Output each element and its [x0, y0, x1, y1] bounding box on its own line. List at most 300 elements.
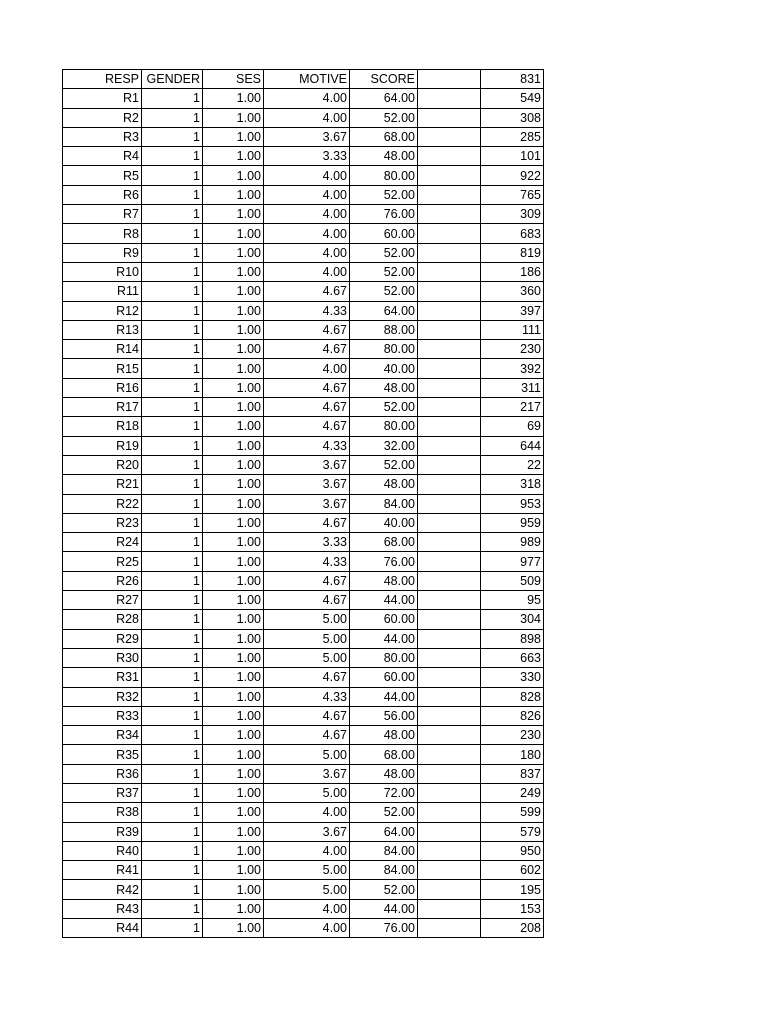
- table-cell-score[interactable]: 80.00: [350, 648, 418, 667]
- table-cell-extra[interactable]: 69: [481, 417, 544, 436]
- table-cell-gender[interactable]: 1: [142, 224, 203, 243]
- table-cell-extra[interactable]: 311: [481, 378, 544, 397]
- table-cell-resp[interactable]: R9: [63, 243, 142, 262]
- table-cell-motive[interactable]: 3.33: [264, 147, 350, 166]
- table-cell-blank[interactable]: [418, 745, 481, 764]
- table-cell-blank[interactable]: [418, 899, 481, 918]
- table-cell-score[interactable]: 60.00: [350, 610, 418, 629]
- table-cell-ses[interactable]: 1.00: [203, 783, 264, 802]
- table-cell-ses[interactable]: 1.00: [203, 282, 264, 301]
- table-cell-score[interactable]: 60.00: [350, 668, 418, 687]
- table-cell-motive[interactable]: 4.00: [264, 108, 350, 127]
- table-cell-score[interactable]: 44.00: [350, 687, 418, 706]
- table-cell-gender[interactable]: 1: [142, 436, 203, 455]
- table-cell-resp[interactable]: R15: [63, 359, 142, 378]
- table-cell-gender[interactable]: 1: [142, 282, 203, 301]
- table-cell-score[interactable]: 48.00: [350, 764, 418, 783]
- table-cell-blank[interactable]: [418, 108, 481, 127]
- table-cell-gender[interactable]: 1: [142, 629, 203, 648]
- table-cell-gender[interactable]: 1: [142, 89, 203, 108]
- table-cell-score[interactable]: 80.00: [350, 417, 418, 436]
- table-cell-extra[interactable]: 180: [481, 745, 544, 764]
- table-cell-ses[interactable]: 1.00: [203, 726, 264, 745]
- table-cell-extra[interactable]: 828: [481, 687, 544, 706]
- table-cell-motive[interactable]: 3.33: [264, 533, 350, 552]
- table-cell-extra[interactable]: 308: [481, 108, 544, 127]
- table-cell-extra[interactable]: 663: [481, 648, 544, 667]
- table-cell-score[interactable]: 40.00: [350, 359, 418, 378]
- table-cell-ses[interactable]: 1.00: [203, 629, 264, 648]
- header-cell-ses[interactable]: SES: [203, 70, 264, 89]
- table-cell-resp[interactable]: R34: [63, 726, 142, 745]
- table-cell-extra[interactable]: 95: [481, 591, 544, 610]
- table-cell-resp[interactable]: R11: [63, 282, 142, 301]
- table-cell-score[interactable]: 44.00: [350, 899, 418, 918]
- table-cell-extra[interactable]: 111: [481, 320, 544, 339]
- table-cell-motive[interactable]: 3.67: [264, 764, 350, 783]
- table-cell-resp[interactable]: R31: [63, 668, 142, 687]
- table-cell-gender[interactable]: 1: [142, 783, 203, 802]
- table-cell-score[interactable]: 52.00: [350, 880, 418, 899]
- table-cell-ses[interactable]: 1.00: [203, 89, 264, 108]
- table-cell-extra[interactable]: 549: [481, 89, 544, 108]
- table-cell-resp[interactable]: R3: [63, 127, 142, 146]
- header-cell-blank[interactable]: [418, 70, 481, 89]
- table-cell-motive[interactable]: 4.00: [264, 262, 350, 281]
- table-cell-ses[interactable]: 1.00: [203, 880, 264, 899]
- table-cell-motive[interactable]: 5.00: [264, 745, 350, 764]
- table-cell-ses[interactable]: 1.00: [203, 919, 264, 938]
- table-cell-ses[interactable]: 1.00: [203, 591, 264, 610]
- table-cell-score[interactable]: 52.00: [350, 108, 418, 127]
- table-cell-ses[interactable]: 1.00: [203, 841, 264, 860]
- table-cell-extra[interactable]: 837: [481, 764, 544, 783]
- table-cell-blank[interactable]: [418, 127, 481, 146]
- table-cell-extra[interactable]: 230: [481, 726, 544, 745]
- table-cell-extra[interactable]: 602: [481, 861, 544, 880]
- table-cell-motive[interactable]: 4.33: [264, 687, 350, 706]
- table-cell-score[interactable]: 72.00: [350, 783, 418, 802]
- table-cell-resp[interactable]: R1: [63, 89, 142, 108]
- table-cell-gender[interactable]: 1: [142, 455, 203, 474]
- table-cell-extra[interactable]: 22: [481, 455, 544, 474]
- table-cell-gender[interactable]: 1: [142, 340, 203, 359]
- table-cell-extra[interactable]: 922: [481, 166, 544, 185]
- table-cell-motive[interactable]: 5.00: [264, 861, 350, 880]
- table-cell-extra[interactable]: 819: [481, 243, 544, 262]
- table-cell-score[interactable]: 52.00: [350, 243, 418, 262]
- table-cell-gender[interactable]: 1: [142, 841, 203, 860]
- table-cell-extra[interactable]: 195: [481, 880, 544, 899]
- table-cell-blank[interactable]: [418, 494, 481, 513]
- table-cell-ses[interactable]: 1.00: [203, 494, 264, 513]
- table-cell-extra[interactable]: 959: [481, 513, 544, 532]
- table-cell-gender[interactable]: 1: [142, 706, 203, 725]
- table-cell-blank[interactable]: [418, 726, 481, 745]
- table-cell-blank[interactable]: [418, 243, 481, 262]
- table-cell-ses[interactable]: 1.00: [203, 513, 264, 532]
- table-cell-ses[interactable]: 1.00: [203, 320, 264, 339]
- table-cell-resp[interactable]: R4: [63, 147, 142, 166]
- table-cell-motive[interactable]: 4.00: [264, 243, 350, 262]
- table-cell-blank[interactable]: [418, 687, 481, 706]
- table-cell-score[interactable]: 52.00: [350, 455, 418, 474]
- table-cell-blank[interactable]: [418, 629, 481, 648]
- table-cell-resp[interactable]: R36: [63, 764, 142, 783]
- table-cell-blank[interactable]: [418, 224, 481, 243]
- table-cell-gender[interactable]: 1: [142, 726, 203, 745]
- table-cell-resp[interactable]: R7: [63, 205, 142, 224]
- table-cell-motive[interactable]: 3.67: [264, 127, 350, 146]
- table-cell-extra[interactable]: 285: [481, 127, 544, 146]
- table-cell-ses[interactable]: 1.00: [203, 552, 264, 571]
- table-cell-motive[interactable]: 4.67: [264, 417, 350, 436]
- table-cell-resp[interactable]: R33: [63, 706, 142, 725]
- table-cell-ses[interactable]: 1.00: [203, 803, 264, 822]
- table-cell-motive[interactable]: 4.67: [264, 591, 350, 610]
- table-cell-resp[interactable]: R16: [63, 378, 142, 397]
- table-cell-motive[interactable]: 4.67: [264, 282, 350, 301]
- table-cell-motive[interactable]: 4.00: [264, 899, 350, 918]
- table-cell-extra[interactable]: 599: [481, 803, 544, 822]
- table-cell-gender[interactable]: 1: [142, 301, 203, 320]
- table-cell-gender[interactable]: 1: [142, 417, 203, 436]
- table-cell-blank[interactable]: [418, 475, 481, 494]
- table-cell-gender[interactable]: 1: [142, 764, 203, 783]
- header-cell-motive[interactable]: MOTIVE: [264, 70, 350, 89]
- table-cell-score[interactable]: 48.00: [350, 378, 418, 397]
- table-cell-resp[interactable]: R28: [63, 610, 142, 629]
- table-cell-resp[interactable]: R5: [63, 166, 142, 185]
- table-cell-score[interactable]: 64.00: [350, 301, 418, 320]
- table-cell-ses[interactable]: 1.00: [203, 224, 264, 243]
- header-cell-score[interactable]: SCORE: [350, 70, 418, 89]
- table-cell-motive[interactable]: 4.67: [264, 513, 350, 532]
- table-cell-motive[interactable]: 4.67: [264, 706, 350, 725]
- table-cell-blank[interactable]: [418, 185, 481, 204]
- table-cell-gender[interactable]: 1: [142, 919, 203, 938]
- header-cell-extra[interactable]: 831: [481, 70, 544, 89]
- table-cell-blank[interactable]: [418, 378, 481, 397]
- table-cell-motive[interactable]: 4.67: [264, 571, 350, 590]
- table-cell-gender[interactable]: 1: [142, 320, 203, 339]
- table-cell-resp[interactable]: R30: [63, 648, 142, 667]
- table-cell-gender[interactable]: 1: [142, 475, 203, 494]
- table-cell-resp[interactable]: R2: [63, 108, 142, 127]
- table-cell-score[interactable]: 76.00: [350, 552, 418, 571]
- table-cell-resp[interactable]: R25: [63, 552, 142, 571]
- table-cell-blank[interactable]: [418, 610, 481, 629]
- table-cell-ses[interactable]: 1.00: [203, 706, 264, 725]
- table-cell-score[interactable]: 64.00: [350, 89, 418, 108]
- table-cell-motive[interactable]: 4.67: [264, 398, 350, 417]
- table-cell-blank[interactable]: [418, 340, 481, 359]
- table-cell-blank[interactable]: [418, 301, 481, 320]
- table-cell-resp[interactable]: R42: [63, 880, 142, 899]
- table-cell-resp[interactable]: R12: [63, 301, 142, 320]
- table-cell-gender[interactable]: 1: [142, 591, 203, 610]
- table-cell-score[interactable]: 68.00: [350, 533, 418, 552]
- table-cell-resp[interactable]: R20: [63, 455, 142, 474]
- table-cell-motive[interactable]: 4.67: [264, 340, 350, 359]
- table-cell-resp[interactable]: R29: [63, 629, 142, 648]
- table-cell-motive[interactable]: 4.00: [264, 185, 350, 204]
- table-cell-score[interactable]: 84.00: [350, 494, 418, 513]
- table-cell-blank[interactable]: [418, 841, 481, 860]
- table-cell-extra[interactable]: 230: [481, 340, 544, 359]
- table-cell-gender[interactable]: 1: [142, 513, 203, 532]
- table-cell-score[interactable]: 56.00: [350, 706, 418, 725]
- table-cell-blank[interactable]: [418, 359, 481, 378]
- table-cell-motive[interactable]: 4.00: [264, 919, 350, 938]
- table-cell-blank[interactable]: [418, 880, 481, 899]
- table-cell-extra[interactable]: 579: [481, 822, 544, 841]
- table-cell-ses[interactable]: 1.00: [203, 205, 264, 224]
- table-cell-blank[interactable]: [418, 282, 481, 301]
- table-cell-gender[interactable]: 1: [142, 147, 203, 166]
- table-cell-extra[interactable]: 826: [481, 706, 544, 725]
- table-cell-ses[interactable]: 1.00: [203, 764, 264, 783]
- table-cell-score[interactable]: 68.00: [350, 127, 418, 146]
- table-cell-blank[interactable]: [418, 262, 481, 281]
- table-cell-blank[interactable]: [418, 571, 481, 590]
- table-cell-score[interactable]: 60.00: [350, 224, 418, 243]
- table-cell-extra[interactable]: 304: [481, 610, 544, 629]
- table-cell-score[interactable]: 76.00: [350, 205, 418, 224]
- table-cell-blank[interactable]: [418, 147, 481, 166]
- table-cell-ses[interactable]: 1.00: [203, 455, 264, 474]
- table-cell-motive[interactable]: 5.00: [264, 648, 350, 667]
- table-cell-gender[interactable]: 1: [142, 262, 203, 281]
- table-cell-motive[interactable]: 4.67: [264, 726, 350, 745]
- table-cell-motive[interactable]: 3.67: [264, 822, 350, 841]
- table-cell-ses[interactable]: 1.00: [203, 745, 264, 764]
- table-cell-gender[interactable]: 1: [142, 378, 203, 397]
- table-cell-resp[interactable]: R35: [63, 745, 142, 764]
- table-cell-gender[interactable]: 1: [142, 205, 203, 224]
- table-cell-resp[interactable]: R43: [63, 899, 142, 918]
- table-cell-motive[interactable]: 5.00: [264, 610, 350, 629]
- table-cell-score[interactable]: 40.00: [350, 513, 418, 532]
- table-cell-resp[interactable]: R24: [63, 533, 142, 552]
- table-cell-extra[interactable]: 309: [481, 205, 544, 224]
- table-cell-motive[interactable]: 4.00: [264, 224, 350, 243]
- table-cell-resp[interactable]: R23: [63, 513, 142, 532]
- table-cell-extra[interactable]: 217: [481, 398, 544, 417]
- table-cell-gender[interactable]: 1: [142, 745, 203, 764]
- table-cell-score[interactable]: 52.00: [350, 185, 418, 204]
- table-cell-score[interactable]: 48.00: [350, 571, 418, 590]
- table-cell-motive[interactable]: 4.33: [264, 436, 350, 455]
- table-cell-extra[interactable]: 765: [481, 185, 544, 204]
- table-cell-motive[interactable]: 4.00: [264, 803, 350, 822]
- table-cell-blank[interactable]: [418, 648, 481, 667]
- table-cell-blank[interactable]: [418, 919, 481, 938]
- table-cell-score[interactable]: 52.00: [350, 262, 418, 281]
- table-cell-ses[interactable]: 1.00: [203, 359, 264, 378]
- table-cell-motive[interactable]: 3.67: [264, 494, 350, 513]
- table-cell-extra[interactable]: 989: [481, 533, 544, 552]
- table-cell-gender[interactable]: 1: [142, 552, 203, 571]
- table-cell-ses[interactable]: 1.00: [203, 127, 264, 146]
- table-cell-resp[interactable]: R21: [63, 475, 142, 494]
- table-cell-gender[interactable]: 1: [142, 571, 203, 590]
- table-cell-score[interactable]: 52.00: [350, 803, 418, 822]
- table-cell-blank[interactable]: [418, 417, 481, 436]
- table-cell-resp[interactable]: R27: [63, 591, 142, 610]
- table-cell-gender[interactable]: 1: [142, 822, 203, 841]
- table-cell-score[interactable]: 84.00: [350, 861, 418, 880]
- table-cell-gender[interactable]: 1: [142, 108, 203, 127]
- table-cell-ses[interactable]: 1.00: [203, 687, 264, 706]
- table-cell-gender[interactable]: 1: [142, 127, 203, 146]
- table-cell-blank[interactable]: [418, 783, 481, 802]
- table-cell-gender[interactable]: 1: [142, 803, 203, 822]
- table-cell-gender[interactable]: 1: [142, 398, 203, 417]
- table-cell-blank[interactable]: [418, 455, 481, 474]
- table-cell-score[interactable]: 76.00: [350, 919, 418, 938]
- table-cell-ses[interactable]: 1.00: [203, 417, 264, 436]
- table-cell-resp[interactable]: R19: [63, 436, 142, 455]
- table-cell-blank[interactable]: [418, 591, 481, 610]
- table-cell-blank[interactable]: [418, 803, 481, 822]
- table-cell-ses[interactable]: 1.00: [203, 185, 264, 204]
- table-cell-motive[interactable]: 4.67: [264, 320, 350, 339]
- table-cell-gender[interactable]: 1: [142, 359, 203, 378]
- table-cell-gender[interactable]: 1: [142, 648, 203, 667]
- table-cell-ses[interactable]: 1.00: [203, 166, 264, 185]
- table-cell-gender[interactable]: 1: [142, 610, 203, 629]
- table-cell-extra[interactable]: 509: [481, 571, 544, 590]
- table-cell-resp[interactable]: R41: [63, 861, 142, 880]
- table-cell-resp[interactable]: R26: [63, 571, 142, 590]
- table-cell-extra[interactable]: 101: [481, 147, 544, 166]
- table-cell-extra[interactable]: 360: [481, 282, 544, 301]
- table-cell-motive[interactable]: 4.67: [264, 378, 350, 397]
- table-cell-extra[interactable]: 330: [481, 668, 544, 687]
- table-cell-ses[interactable]: 1.00: [203, 340, 264, 359]
- table-cell-blank[interactable]: [418, 822, 481, 841]
- table-cell-gender[interactable]: 1: [142, 494, 203, 513]
- table-cell-gender[interactable]: 1: [142, 880, 203, 899]
- table-cell-ses[interactable]: 1.00: [203, 301, 264, 320]
- table-cell-resp[interactable]: R8: [63, 224, 142, 243]
- table-cell-score[interactable]: 88.00: [350, 320, 418, 339]
- table-cell-extra[interactable]: 397: [481, 301, 544, 320]
- table-cell-motive[interactable]: 5.00: [264, 629, 350, 648]
- table-cell-resp[interactable]: R38: [63, 803, 142, 822]
- table-cell-motive[interactable]: 4.00: [264, 205, 350, 224]
- table-cell-ses[interactable]: 1.00: [203, 475, 264, 494]
- table-cell-motive[interactable]: 3.67: [264, 455, 350, 474]
- table-cell-score[interactable]: 68.00: [350, 745, 418, 764]
- table-cell-ses[interactable]: 1.00: [203, 378, 264, 397]
- table-cell-extra[interactable]: 683: [481, 224, 544, 243]
- table-cell-motive[interactable]: 4.00: [264, 166, 350, 185]
- table-cell-ses[interactable]: 1.00: [203, 147, 264, 166]
- table-cell-resp[interactable]: R39: [63, 822, 142, 841]
- table-cell-resp[interactable]: R44: [63, 919, 142, 938]
- table-cell-score[interactable]: 32.00: [350, 436, 418, 455]
- header-cell-resp[interactable]: RESP: [63, 70, 142, 89]
- table-cell-blank[interactable]: [418, 436, 481, 455]
- table-cell-extra[interactable]: 644: [481, 436, 544, 455]
- table-cell-motive[interactable]: 4.00: [264, 89, 350, 108]
- table-cell-score[interactable]: 44.00: [350, 591, 418, 610]
- table-cell-resp[interactable]: R6: [63, 185, 142, 204]
- table-cell-extra[interactable]: 898: [481, 629, 544, 648]
- table-cell-blank[interactable]: [418, 533, 481, 552]
- table-cell-motive[interactable]: 4.33: [264, 301, 350, 320]
- table-cell-score[interactable]: 80.00: [350, 340, 418, 359]
- table-cell-blank[interactable]: [418, 668, 481, 687]
- table-cell-score[interactable]: 80.00: [350, 166, 418, 185]
- table-cell-extra[interactable]: 208: [481, 919, 544, 938]
- table-cell-resp[interactable]: R13: [63, 320, 142, 339]
- table-cell-extra[interactable]: 186: [481, 262, 544, 281]
- table-cell-resp[interactable]: R37: [63, 783, 142, 802]
- table-cell-gender[interactable]: 1: [142, 899, 203, 918]
- table-cell-resp[interactable]: R17: [63, 398, 142, 417]
- table-cell-resp[interactable]: R32: [63, 687, 142, 706]
- table-cell-extra[interactable]: 392: [481, 359, 544, 378]
- table-cell-gender[interactable]: 1: [142, 243, 203, 262]
- table-cell-score[interactable]: 48.00: [350, 726, 418, 745]
- table-cell-resp[interactable]: R18: [63, 417, 142, 436]
- table-cell-score[interactable]: 48.00: [350, 475, 418, 494]
- table-cell-blank[interactable]: [418, 513, 481, 532]
- table-cell-score[interactable]: 84.00: [350, 841, 418, 860]
- table-cell-gender[interactable]: 1: [142, 185, 203, 204]
- table-cell-ses[interactable]: 1.00: [203, 861, 264, 880]
- table-cell-ses[interactable]: 1.00: [203, 108, 264, 127]
- table-cell-motive[interactable]: 5.00: [264, 783, 350, 802]
- table-cell-ses[interactable]: 1.00: [203, 571, 264, 590]
- table-cell-extra[interactable]: 953: [481, 494, 544, 513]
- table-cell-extra[interactable]: 249: [481, 783, 544, 802]
- table-cell-gender[interactable]: 1: [142, 166, 203, 185]
- table-cell-motive[interactable]: 4.00: [264, 841, 350, 860]
- table-cell-ses[interactable]: 1.00: [203, 262, 264, 281]
- table-cell-ses[interactable]: 1.00: [203, 533, 264, 552]
- table-cell-extra[interactable]: 153: [481, 899, 544, 918]
- table-cell-ses[interactable]: 1.00: [203, 243, 264, 262]
- table-cell-ses[interactable]: 1.00: [203, 436, 264, 455]
- table-cell-score[interactable]: 64.00: [350, 822, 418, 841]
- table-cell-resp[interactable]: R10: [63, 262, 142, 281]
- table-cell-ses[interactable]: 1.00: [203, 648, 264, 667]
- header-cell-gender[interactable]: GENDER: [142, 70, 203, 89]
- table-cell-motive[interactable]: 4.33: [264, 552, 350, 571]
- table-cell-resp[interactable]: R22: [63, 494, 142, 513]
- table-cell-score[interactable]: 52.00: [350, 398, 418, 417]
- table-cell-blank[interactable]: [418, 89, 481, 108]
- table-cell-ses[interactable]: 1.00: [203, 668, 264, 687]
- table-cell-ses[interactable]: 1.00: [203, 610, 264, 629]
- table-cell-blank[interactable]: [418, 166, 481, 185]
- table-cell-blank[interactable]: [418, 398, 481, 417]
- table-cell-extra[interactable]: 950: [481, 841, 544, 860]
- table-cell-score[interactable]: 52.00: [350, 282, 418, 301]
- table-cell-motive[interactable]: 5.00: [264, 880, 350, 899]
- table-cell-motive[interactable]: 3.67: [264, 475, 350, 494]
- table-cell-blank[interactable]: [418, 552, 481, 571]
- table-cell-gender[interactable]: 1: [142, 668, 203, 687]
- table-cell-blank[interactable]: [418, 861, 481, 880]
- table-cell-blank[interactable]: [418, 706, 481, 725]
- table-cell-gender[interactable]: 1: [142, 861, 203, 880]
- table-cell-motive[interactable]: 4.00: [264, 359, 350, 378]
